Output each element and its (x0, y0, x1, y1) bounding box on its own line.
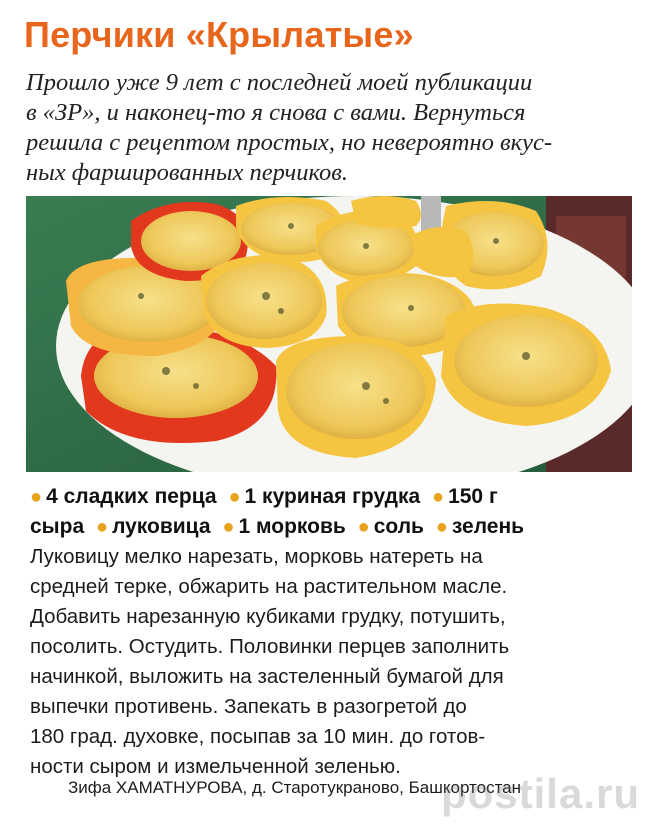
method-line: посолить. Остудить. Половинки перцев заполнить (30, 635, 510, 658)
bullet-icon: ● (95, 516, 109, 538)
ingredient-item: 150 г (448, 485, 498, 508)
ingredient-item: соль (373, 515, 424, 538)
ingredient-item: 1 куриная грудка (244, 485, 421, 508)
method-line: начинкой, выложить на застеленный бумагой для (30, 665, 504, 688)
author-credit: Зифа ХАМАТНУРОВА, д. Старотукраново, Башкортостан (68, 778, 522, 797)
intro-line: в «ЗР», и наконец-то я снова с вами. Вернуться (26, 99, 526, 126)
ingredients-list (30, 482, 640, 542)
method-line: Добавить нарезанную кубиками грудку, потушить, (30, 605, 506, 628)
ingredient-item: зелень (451, 515, 525, 538)
method-line: 180 град. духовке, посыпав за 10 мин. до готов- (30, 725, 486, 748)
ingredient-item: луковица (112, 515, 211, 538)
ingredients-line (30, 482, 640, 512)
bullet-icon: ● (228, 486, 241, 508)
bullet-icon: ● (30, 486, 43, 508)
ingredients-line (30, 512, 640, 542)
ingredient-item: сыра (30, 515, 85, 538)
site-watermark: postila.ru (440, 770, 640, 817)
intro-line: Прошло уже 9 лет с последней моей публикации (26, 69, 533, 96)
intro-line: решила с рецептом простых, но невероятно вкус- (26, 129, 552, 156)
photo-illustration (26, 196, 632, 472)
method-line: средней терке, обжарить на растительном масле. (30, 575, 508, 598)
bullet-icon: ● (222, 516, 235, 538)
bullet-icon: ● (431, 486, 445, 508)
ingredient-item: 4 сладких перца (46, 485, 217, 508)
recipe-title: Перчики «Крылатые» (24, 14, 414, 55)
method-paragraph (30, 542, 642, 782)
intro-line: ных фаршированных перчиков. (26, 159, 349, 186)
method-line: ности сыром и измельченной зеленью. (30, 755, 401, 778)
method-line: выпечки противень. Запекать в разогретой до (30, 695, 467, 718)
bullet-icon: ● (435, 516, 448, 538)
method-line: Луковицу мелко нарезать, морковь натереть на (30, 545, 483, 568)
intro-paragraph (26, 68, 636, 188)
ingredient-item: 1 морковь (238, 515, 346, 538)
bullet-icon: ● (357, 516, 370, 538)
stuffed-peppers-photo (26, 196, 632, 472)
